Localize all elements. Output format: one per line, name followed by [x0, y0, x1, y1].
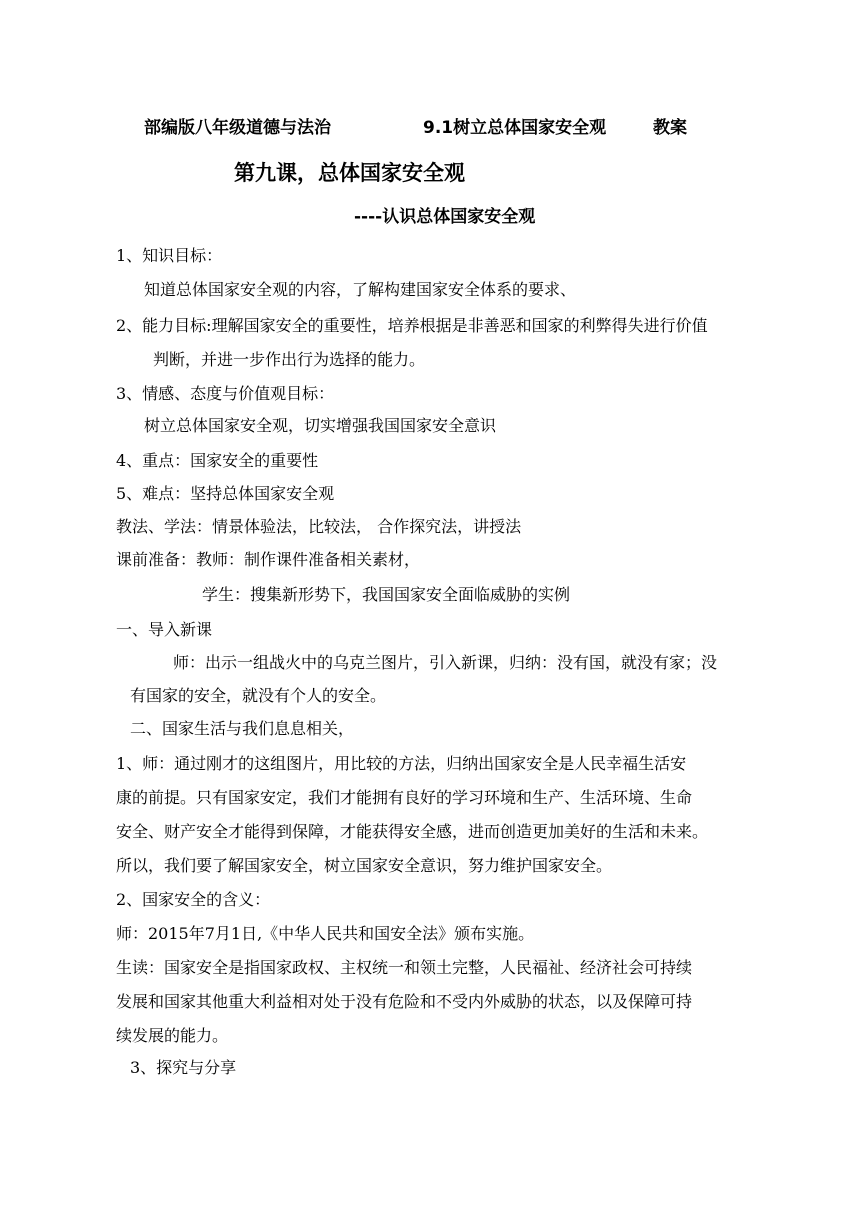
text-line: 二、国家生活与我们息息相关，: [130, 719, 355, 738]
text-line: 安全、财产安全才能得到保障，才能获得安全感，进而创造更加美好的生活和未来。: [116, 822, 709, 841]
text-line: 3、探究与分享: [130, 1058, 237, 1077]
text-line: 生读：国家安全是指国家政权、主权统一和领土完整，人民福祉、经济社会可持续: [116, 958, 693, 977]
doc-header-type: 教案: [653, 118, 687, 138]
text-line: 所以，我们要了解国家安全，树立国家安全意识，努力维护国家安全。: [116, 856, 613, 875]
text-line: 发展和国家其他重大利益相对处于没有危险和不受内外威胁的状态，以及保障可持: [116, 992, 693, 1011]
text-line: 有国家的安全，就没有个人的安全。: [130, 686, 387, 705]
doc-header-lesson: 9.1树立总体国家安全观: [423, 118, 607, 138]
doc-subtitle: ----认识总体国家安全观: [354, 207, 536, 227]
doc-header-subject: 部编版八年级道德与法治: [144, 118, 331, 138]
text-line: 2、能力目标:理解国家安全的重要性，培养根据是非善恶和国家的利弊得失进行价值: [116, 316, 708, 335]
text-line: 3、情感、态度与价值观目标：: [116, 384, 335, 403]
text-line: 康的前提。只有国家安定，我们才能拥有良好的学习环境和生产、生活环境、生命: [116, 788, 693, 807]
text-line: 5、难点：坚持总体国家安全观: [116, 484, 335, 503]
text-line: 2、国家安全的含义：: [116, 890, 271, 909]
doc-title: 第九课，总体国家安全观: [234, 161, 465, 185]
text-line: 师：2015年7月1日,《中华人民共和国安全法》颁布实施。: [116, 924, 535, 943]
text-line: 判断，并进一步作出行为选择的能力。: [153, 350, 426, 369]
text-line: 知道总体国家安全观的内容，了解构建国家安全体系的要求、: [144, 280, 577, 299]
text-line: 1、知识目标：: [116, 246, 223, 265]
text-line: 学生：搜集新形势下，我国国家安全面临威胁的实例: [202, 585, 571, 604]
text-line: 树立总体国家安全观，切实增强我国国家安全意识: [144, 416, 497, 435]
text-line: 1、师：通过刚才的这组图片，用比较的方法，归纳出国家安全是人民幸福生活安: [116, 754, 687, 773]
text-line: 师：出示一组战火中的乌克兰图片，引入新课，归纳：没有国，就没有家；没: [173, 653, 718, 672]
text-line: 一、导入新课: [116, 620, 213, 639]
text-line: 教法、学法：情景体验法，比较法， 合作探究法，讲授法: [116, 517, 522, 536]
text-line: 课前准备：教师：制作课件准备相关素材，: [116, 550, 421, 569]
text-line: 4、重点：国家安全的重要性: [116, 451, 319, 470]
text-line: 续发展的能力。: [116, 1026, 229, 1045]
